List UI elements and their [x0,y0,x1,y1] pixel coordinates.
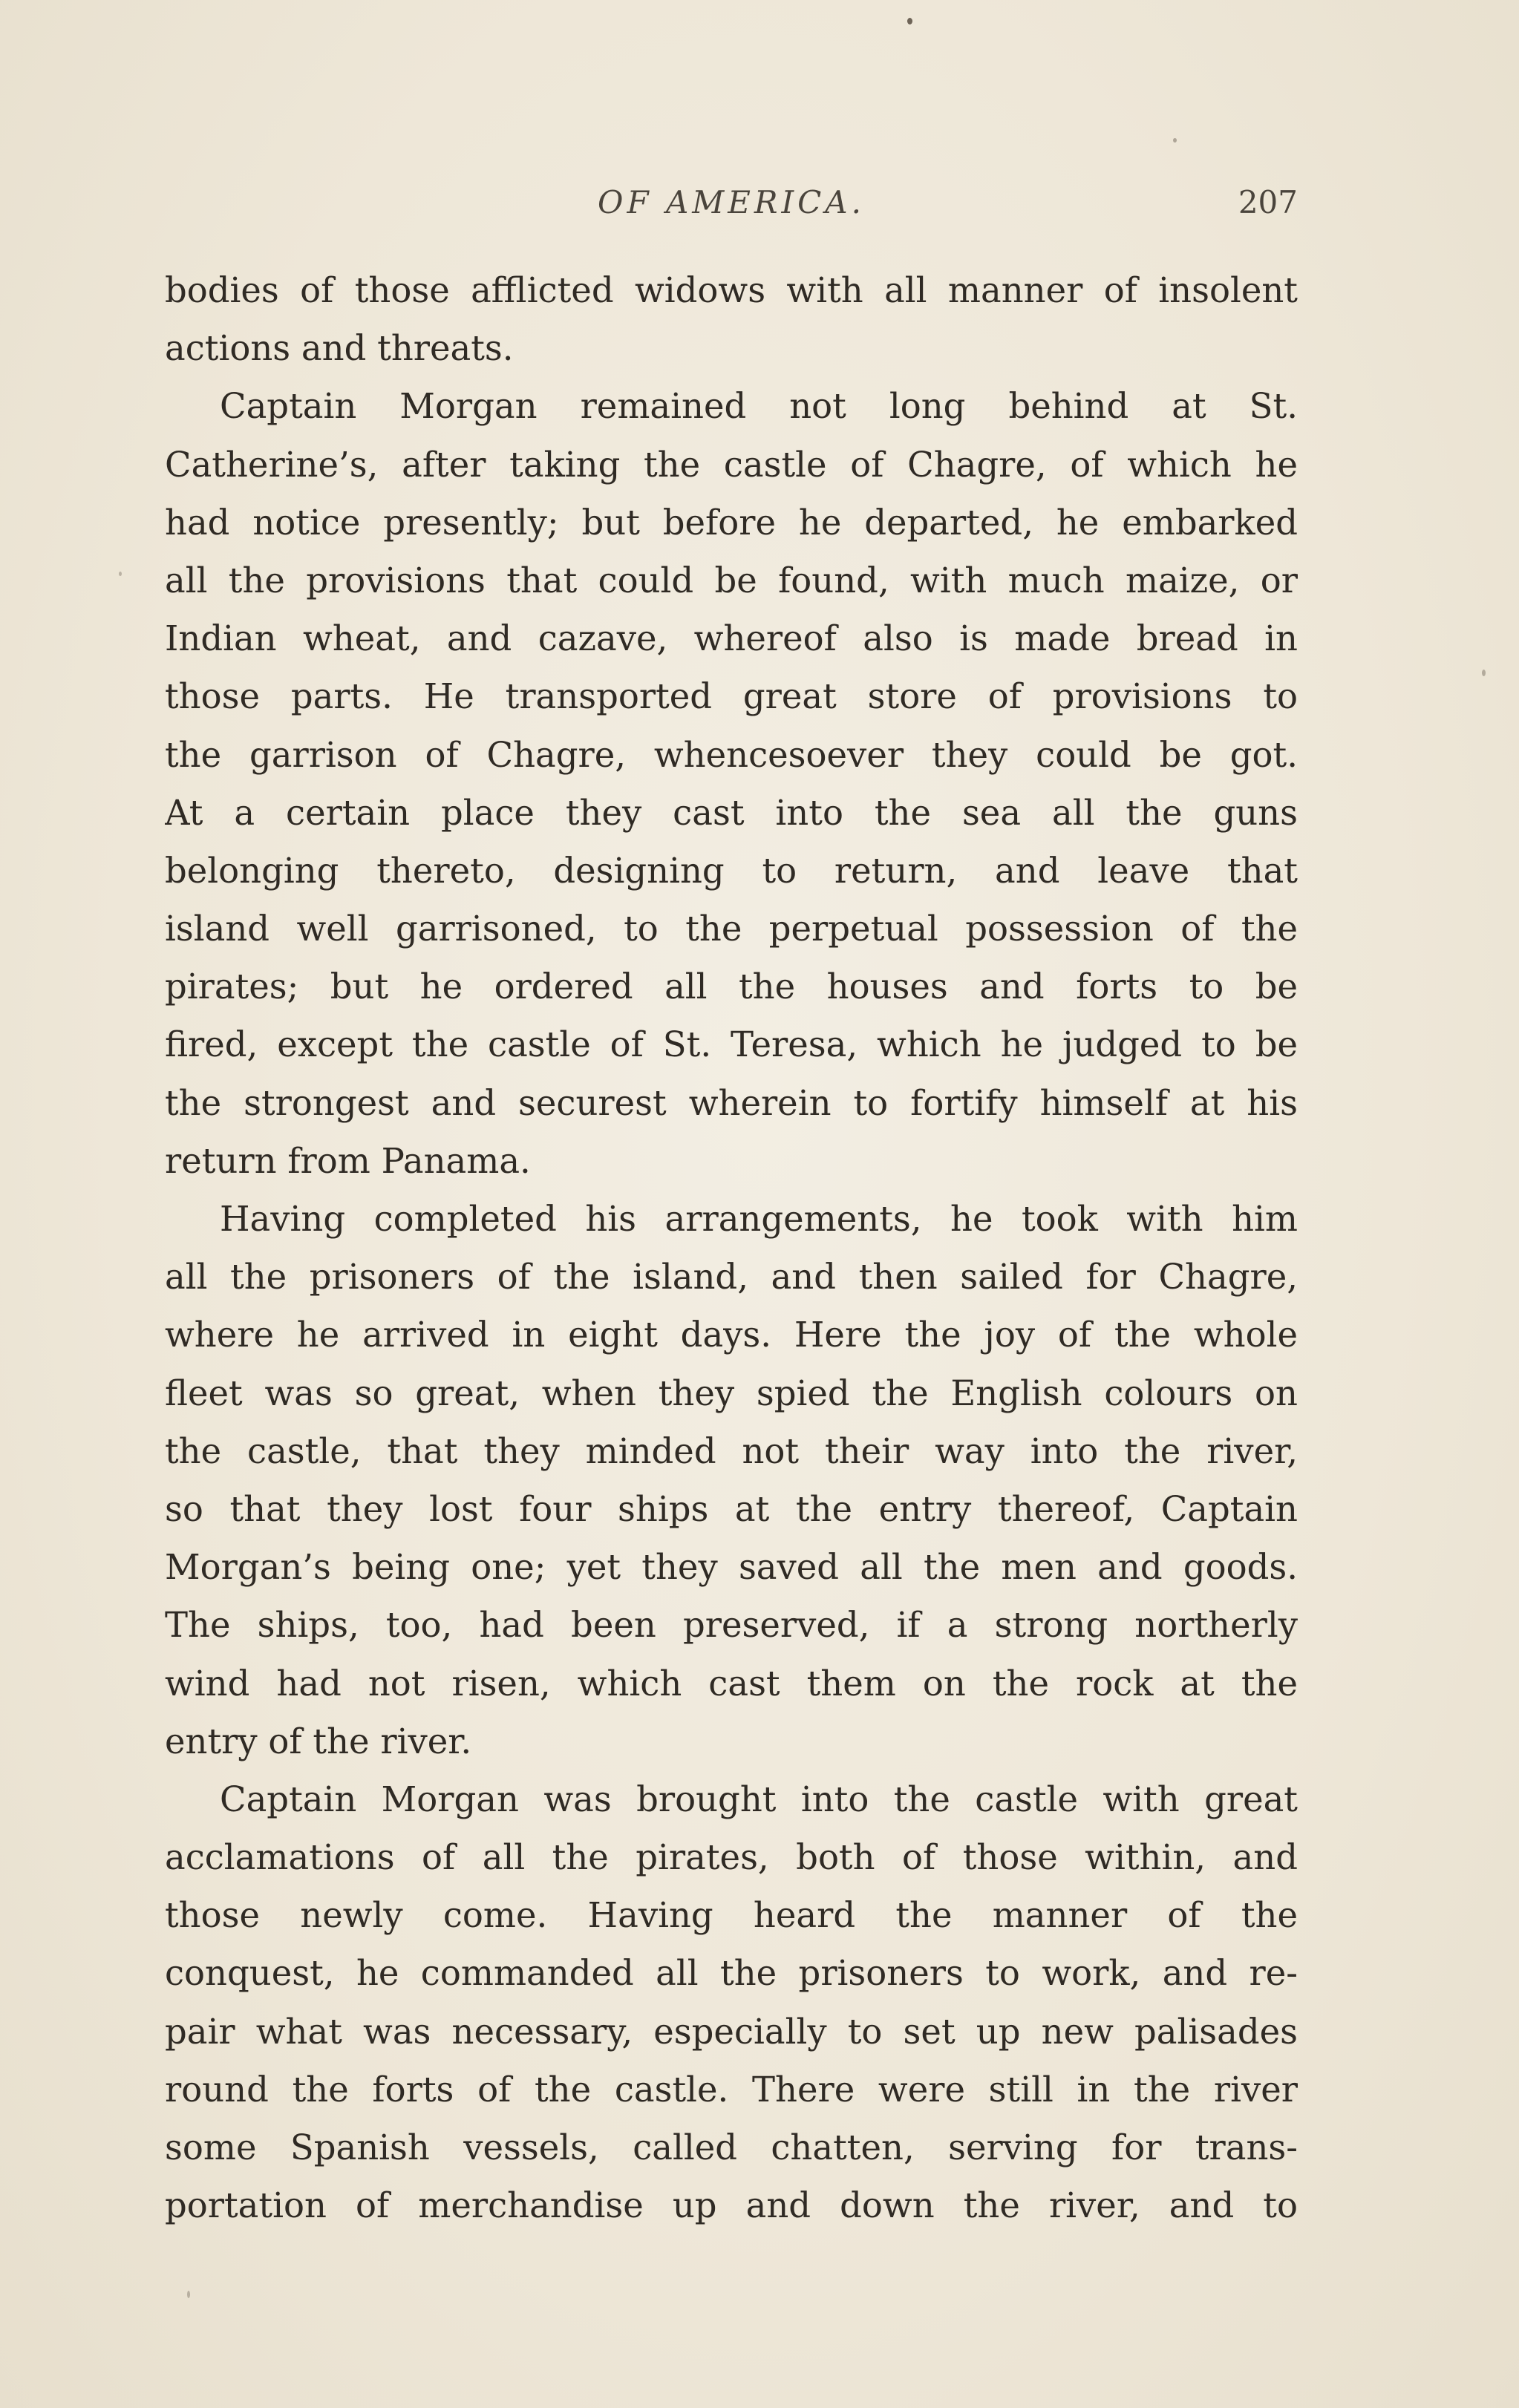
text-line: actions and threats. [165,328,514,369]
text-line: belonging thereto, designing to return, and leave that [165,850,1298,891]
text-line: Having completed his arrangements, he took with him [220,1199,1298,1239]
text-line: Catherine’s, after taking the castle of Chagre, of which he [165,444,1298,485]
text-line: fired, except the castle of St. Teresa, which he judged to be [165,1024,1298,1065]
paper-speck [1173,138,1177,143]
text-line: island well garrisoned, to the perpetual possession of the [165,909,1298,949]
body-text [165,261,1298,2234]
text-line: where he arrived in eight days. Here the joy of the whole [165,1315,1298,1355]
paper-speck [907,18,912,24]
text-line: the castle, that they minded not their way into the river, [165,1430,1298,1471]
text-line: wind had not risen, which cast them on the rock at the [165,1663,1298,1704]
text-line: bodies of those afflicted widows with all manner of insolent [165,270,1298,310]
text-line: At a certain place they cast into the sea all the guns [165,792,1298,833]
text-line: some Spanish vessels, called chatten, serving for trans- [165,2127,1298,2167]
text-line: portation of merchandise up and down the river, and to [165,2185,1298,2226]
paper-speck [1482,670,1486,676]
text-line: those parts. He transported great store of provisions to [165,676,1298,717]
text-line: Captain Morgan was brought into the castle with great [220,1779,1298,1819]
text-line: so that they lost four ships at the entry thereof, Captain [165,1488,1298,1529]
text-line: all the prisoners of the island, and then sailed for Chagre, [165,1257,1298,1298]
text-line: all the provisions that could be found, with much maize, or [165,560,1298,601]
text-line: return from Panama. [165,1140,531,1181]
text-line: Captain Morgan remained not long behind at St. [220,386,1298,427]
text-line: acclamations of all the pirates, both of those within, and [165,1837,1298,1878]
text-line: fleet was so great, when they spied the English colours on [165,1373,1298,1413]
page-header [165,184,1298,229]
text-line: the garrison of Chagre, whencesoever they could be got. [165,734,1298,775]
text-line: Indian wheat, and cazave, whereof also is made bread in [165,618,1298,659]
page-number: 207 [1238,184,1298,220]
text-line: The ships, too, had been preserved, if a strong northerly [165,1605,1298,1646]
text-line: round the forts of the castle. There were still in the river [165,2069,1298,2110]
paper-speck [119,572,122,576]
paper-speck [187,2291,190,2298]
running-title: OF AMERICA. [598,184,865,220]
text-line: those newly come. Having heard the manner of the [165,1895,1298,1936]
text-line: pair what was necessary, especially to set up new palisades [165,2011,1298,2052]
text-line: had notice presently; but before he departed, he embarked [165,502,1298,543]
text-line: pirates; but he ordered all the houses and forts to be [165,966,1298,1007]
text-line: entry of the river. [165,1721,472,1761]
text-line: conquest, he commanded all the prisoners to work, and re- [165,1953,1298,1994]
text-line: Morgan’s being one; yet they saved all the men and goods. [165,1547,1298,1588]
text-line: the strongest and securest wherein to fortify himself at his [165,1082,1298,1123]
